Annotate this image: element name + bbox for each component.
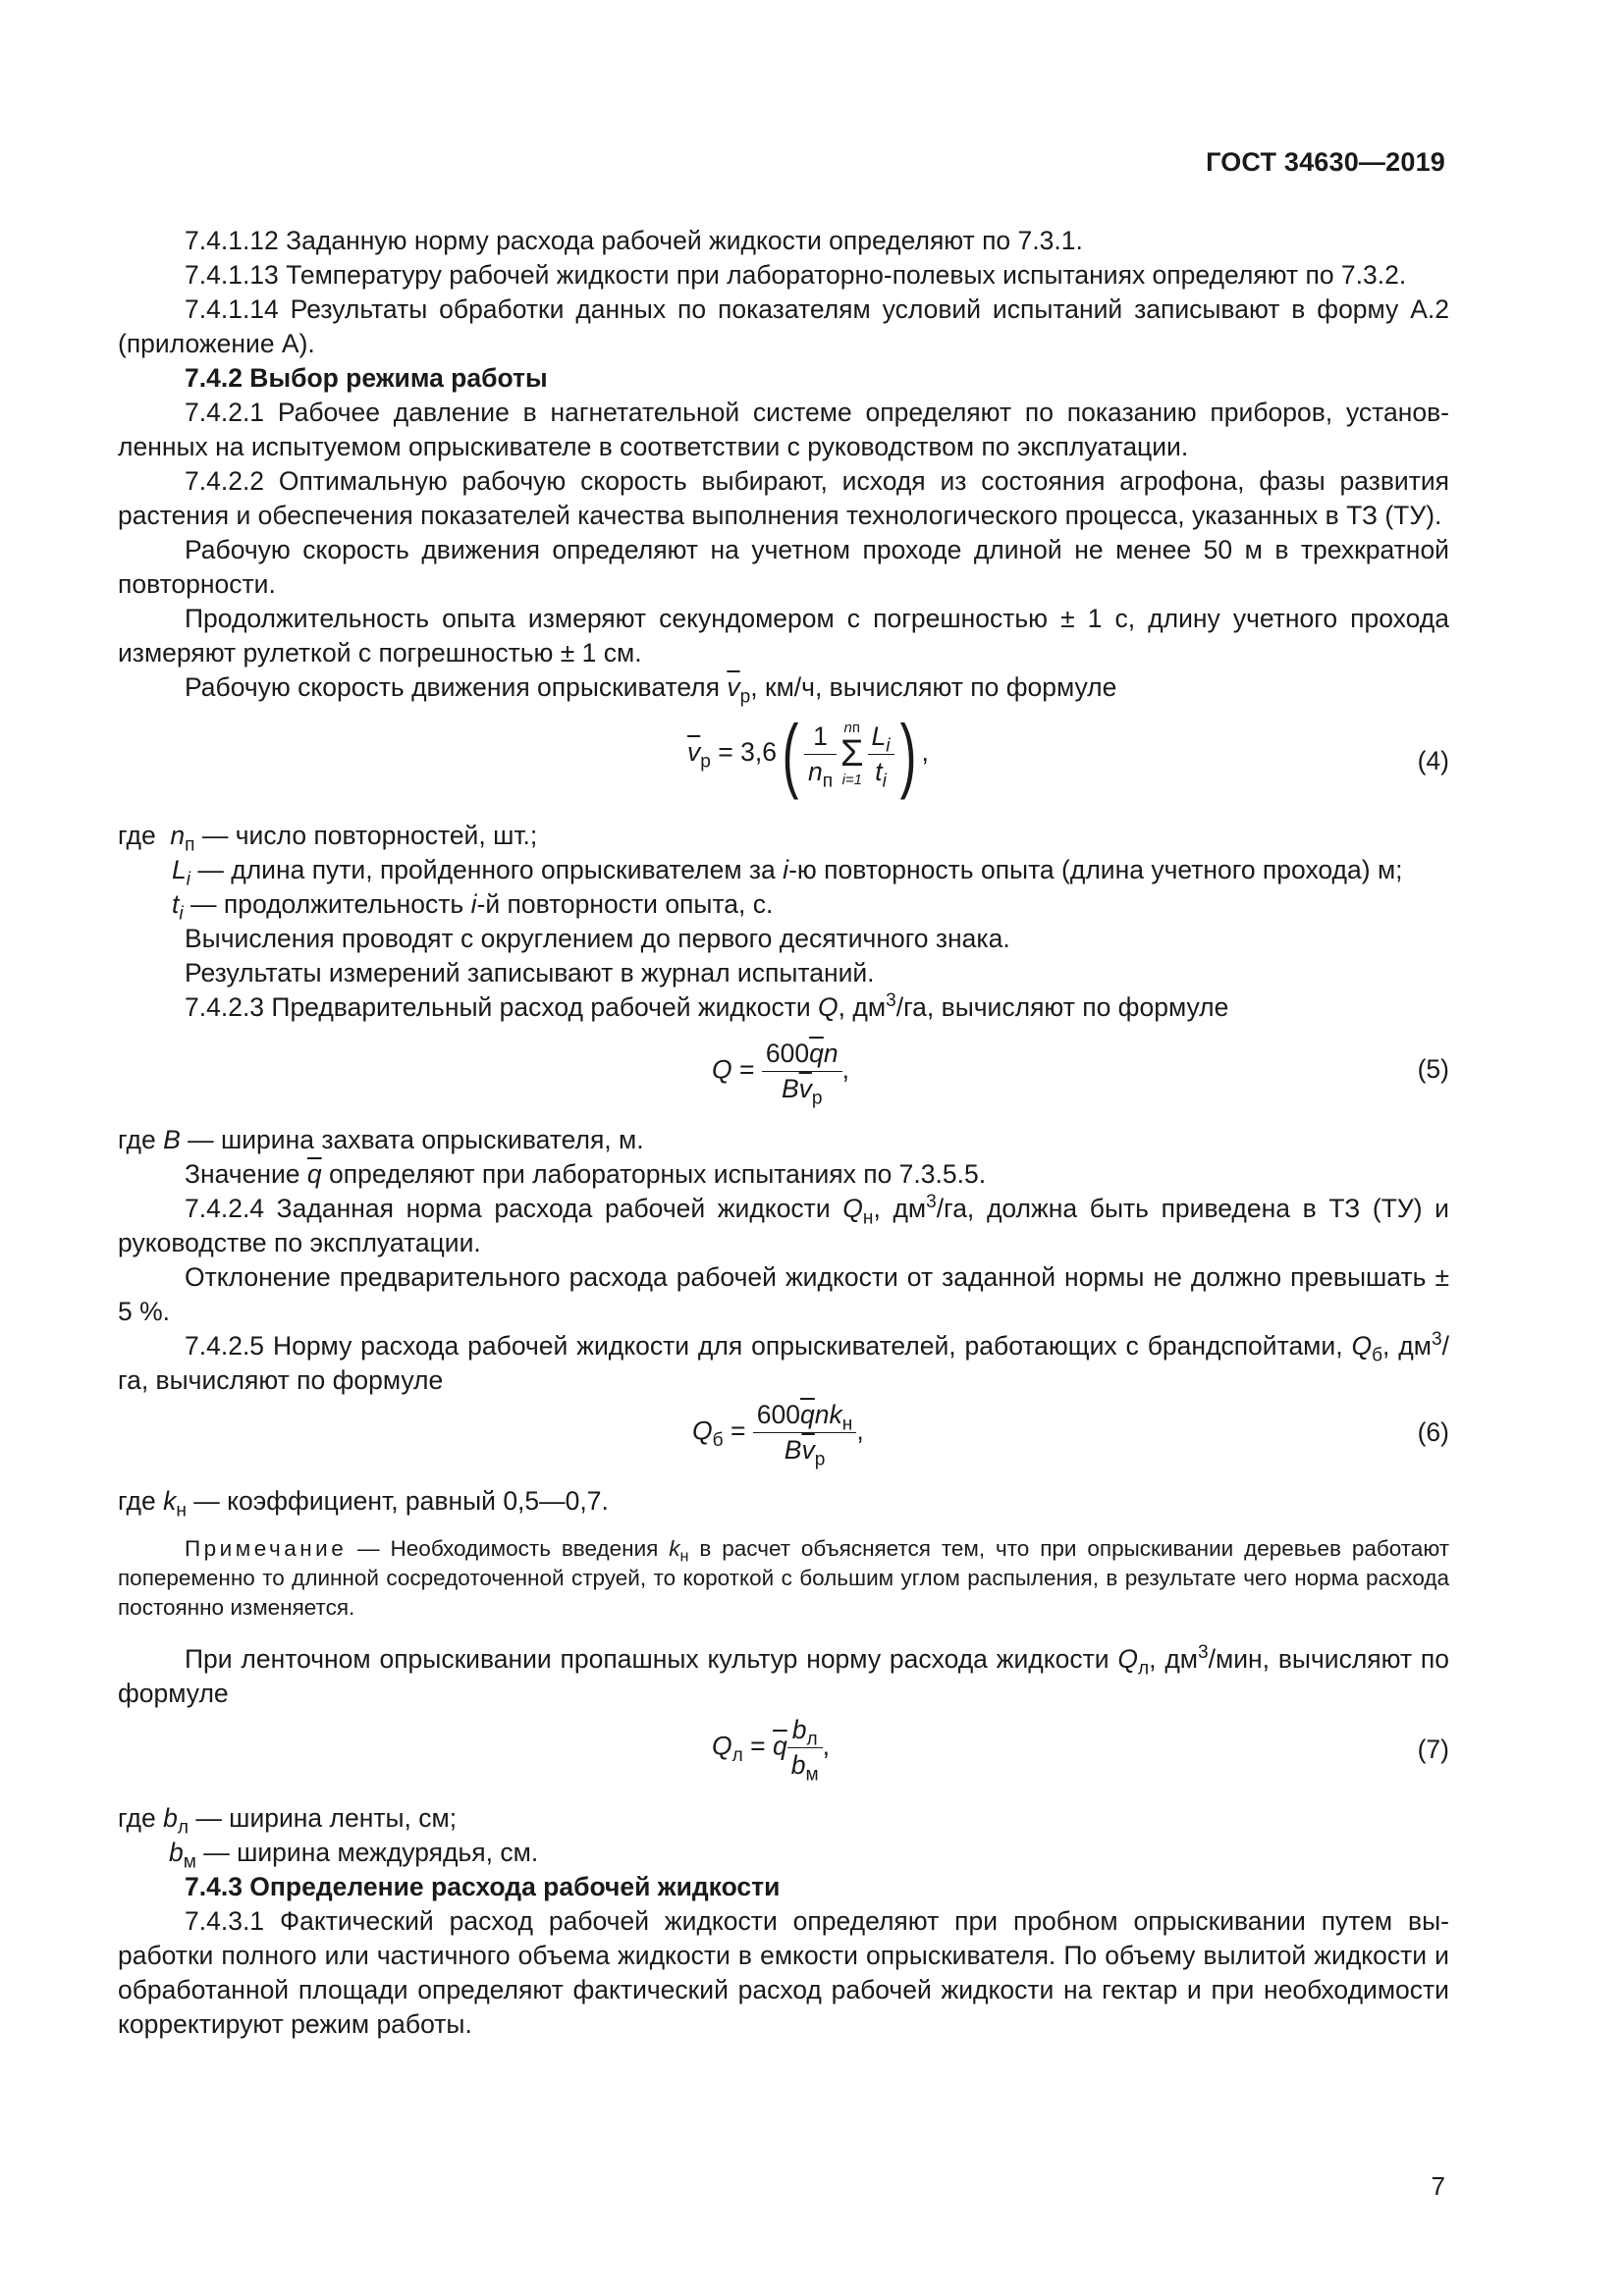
- text: — ширина ленты, см;: [188, 1803, 458, 1833]
- formula-expression: [712, 1713, 830, 1786]
- text: определяют при лабораторных испытаниях по 7.3.5.5.: [329, 1159, 987, 1189]
- math-subscript: р: [739, 686, 751, 708]
- paragraph: Отклонение предварительного расхода рабочей жидкости от заданной нормы не должно превышать ± 5 %.: [118, 1262, 1449, 1326]
- formula-expression: [687, 708, 929, 800]
- math-symbol: Q: [1117, 1644, 1139, 1674]
- math-number: 600: [765, 1039, 810, 1068]
- math-symbol: t: [875, 756, 883, 786]
- formula-number: (6): [1417, 1417, 1449, 1447]
- paragraph: Результаты измерений записывают в журнал испытаний.: [185, 958, 875, 988]
- math-operator: =: [739, 1054, 755, 1085]
- text: — Необходимость введения: [347, 1536, 670, 1561]
- text: /га, вычисляют по формуле: [118, 1331, 1449, 1395]
- math-symbol: L: [172, 855, 187, 884]
- math-symbol: $\overline{v}$: [801, 1435, 815, 1465]
- note-label: Примечание: [185, 1536, 348, 1561]
- text: 7.4.2.3 Предварительный расход рабочей жидкости: [185, 992, 819, 1022]
- paragraph: Рабочую скорость движения определяют на учетном проходе длиной не менее 50 м в трехкратной повторности.: [118, 535, 1449, 599]
- math-symbol: n: [807, 756, 823, 786]
- math-subscript: б: [712, 1429, 724, 1451]
- text: При ленточном опрыскивании пропашных культур норму расхода жидкости: [185, 1644, 1118, 1674]
- text: где: [118, 1125, 156, 1154]
- text: — длина пути, пройденного опрыскивателем за: [190, 855, 784, 884]
- math-operator: =: [730, 1415, 746, 1446]
- fraction: [787, 1713, 823, 1786]
- math-symbol: k: [163, 1486, 177, 1516]
- formula-6: [118, 1398, 1449, 1476]
- text: , км/ч, вычисляют по формуле: [750, 672, 1117, 702]
- text: — продолжительность: [183, 889, 471, 919]
- math-subscript: i: [186, 869, 190, 890]
- text: , дм: [838, 992, 887, 1022]
- text: — число повторностей, шт.;: [194, 821, 538, 850]
- math-subscript: б: [1372, 1345, 1383, 1366]
- paragraph: 7.4.2.1 Рабочее давление в нагнетательной системе определяют по показанию приборов, установленных на испытуемом опрыскивателе в соответствии с руководством по эксплуатации.: [118, 398, 1449, 461]
- page-number: 7: [1431, 2171, 1445, 2201]
- math-operator: =: [718, 737, 733, 767]
- math-symbol: n: [823, 1039, 839, 1068]
- numerator: [753, 1398, 857, 1433]
- text: /га, должна быть приведена в ТЗ (ТУ) и руководстве по эксплуатации.: [118, 1194, 1449, 1257]
- standard-code: ГОСТ 34630—2019: [1206, 147, 1445, 177]
- math-superscript: 3: [926, 1192, 937, 1213]
- math-symbol: b: [790, 1750, 806, 1780]
- math-punctuation: ,: [841, 1054, 849, 1085]
- denominator: [804, 755, 837, 789]
- math-subscript: п: [851, 720, 861, 736]
- formula-7: [118, 1711, 1449, 1793]
- math-symbol: B: [781, 1074, 799, 1103]
- math-punctuation: ,: [856, 1415, 864, 1446]
- text: /га, вычисляют по формуле: [895, 992, 1229, 1022]
- section-heading: 7.4.3 Определение расхода рабочей жидкости: [185, 1872, 781, 1901]
- math-symbol: $\overline{q}$: [773, 1731, 787, 1761]
- math-subscript: м: [183, 1851, 196, 1873]
- note: [118, 1534, 1449, 1623]
- numerator: [868, 720, 894, 755]
- math-symbol: $\overline{v}$: [687, 737, 701, 767]
- section-heading: 7.4.2 Выбор режима работы: [185, 363, 548, 393]
- where-line: [118, 819, 1449, 856]
- math-symbol: B: [784, 1435, 802, 1465]
- math-symbol: b: [169, 1838, 184, 1867]
- text: где: [118, 1486, 156, 1516]
- math-symbol: k: [669, 1536, 680, 1561]
- math-symbol: Q: [692, 1415, 713, 1446]
- fraction: [804, 720, 837, 789]
- math-subscript: л: [177, 1817, 189, 1839]
- text: где: [118, 1803, 156, 1833]
- right-paren-icon: ): [899, 708, 916, 800]
- denominator: [753, 1433, 857, 1468]
- paragraph: Продолжительность опыта измеряют секундомером с погрешностью ± 1 с, длину учетного прохода измеряют рулеткой с погрешностью ± 1 см.: [118, 604, 1449, 667]
- paragraph: [118, 1642, 1449, 1711]
- math-symbol: $\overline{v}$: [727, 672, 740, 702]
- formula-expression: [712, 1037, 849, 1109]
- math-symbol: t: [172, 889, 180, 919]
- math-subscript: р: [700, 751, 711, 773]
- math-subscript: н: [176, 1500, 187, 1522]
- where-line: [118, 887, 1449, 925]
- text: — коэффициент, равный 0,5—0,7.: [186, 1486, 609, 1516]
- math-superscript: 3: [1198, 1642, 1209, 1664]
- fraction: [868, 720, 894, 789]
- sum-icon: nп Σ i=1: [840, 720, 864, 788]
- paragraph: [118, 670, 1449, 708]
- paragraph: 7.4.1.14 Результаты обработки данных по показателям условий испытаний записывают в форму А.2 (приложение А).: [118, 294, 1449, 358]
- paragraph: [118, 1157, 1449, 1192]
- math-subscript: л: [806, 1729, 818, 1750]
- text: -й повторности опыта, с.: [476, 889, 774, 919]
- paragraph: 7.4.3.1 Фактический расход рабочей жидкости определяют при пробном опрыскивании путем выработки полного или частичного объема жидкости в емкости опрыскивателя. По объему вылитой жидкости и обработанной площади определяют фактический расход рабочей жидкости на гектар и при необходимости корректируют режим работы.: [118, 1906, 1449, 2039]
- formula-number: (5): [1417, 1054, 1449, 1084]
- math-punctuation: ,: [921, 737, 929, 767]
- math-subscript: л: [731, 1744, 743, 1766]
- math-subscript: р: [814, 1449, 826, 1470]
- formula-4: [118, 708, 1449, 811]
- math-superscript: 3: [886, 990, 896, 1012]
- where-line: [118, 1836, 1449, 1873]
- text: в расчет объясняется тем, что при опрыскивании деревьев работают попеременно то длинной сосредоточенной струей, то короткой с большим углом распыления, в результате чего норма расхода постоянно изменяется.: [118, 1536, 1450, 1620]
- math-punctuation: ,: [822, 1731, 830, 1761]
- math-subscript: н: [679, 1547, 689, 1566]
- math-symbol: Q: [712, 1731, 732, 1761]
- math-symbol: B: [163, 1125, 181, 1154]
- math-subscript: н: [862, 1207, 874, 1229]
- formula-5: [118, 1033, 1449, 1115]
- math-number: 600: [756, 1400, 801, 1429]
- where-line: [118, 1484, 1449, 1522]
- text: 7.4.2.4 Заданная норма расхода рабочей жидкости: [185, 1194, 843, 1223]
- document-body: [118, 224, 1449, 2042]
- denominator: [762, 1072, 842, 1109]
- math-symbol: Q: [1351, 1331, 1373, 1361]
- formula-expression: [692, 1398, 864, 1468]
- text: Значение: [185, 1159, 307, 1189]
- math-symbol: n: [843, 720, 852, 736]
- left-paren-icon: (: [782, 708, 799, 800]
- math-symbol: $\overline{q}$: [306, 1159, 322, 1189]
- text: , дм: [1149, 1644, 1199, 1674]
- paragraph: 7.4.2.2 Оптимальную рабочую скорость выбирают, исходя из состояния агрофона, фазы развития растения и обеспечения показателей качества выполнения технологического процесса, указанных в ТЗ (ТУ).: [118, 466, 1449, 530]
- where-line: [118, 853, 1449, 890]
- math-superscript: 3: [1431, 1329, 1442, 1351]
- math-symbol: i: [783, 855, 789, 884]
- formula-number: (4): [1417, 746, 1449, 775]
- math-operator: =: [750, 1731, 766, 1761]
- where-line: [118, 1123, 1449, 1157]
- math-symbol: $\overline{q}$: [800, 1400, 815, 1429]
- math-symbol: i: [470, 889, 477, 919]
- paragraph: [118, 1329, 1449, 1398]
- math-symbol: L: [871, 721, 887, 751]
- math-symbol: n: [170, 821, 186, 850]
- text: -ю повторность опыта (длина учетного прохода) м;: [788, 855, 1403, 884]
- paragraph: [118, 990, 1449, 1025]
- text: — ширина захвата опрыскивателя, м.: [180, 1125, 644, 1154]
- math-symbol: k: [829, 1400, 842, 1429]
- denominator: [868, 755, 894, 789]
- math-subscript: i: [886, 734, 891, 756]
- text: , дм: [873, 1194, 927, 1223]
- math-index: i=1: [841, 772, 862, 788]
- text: где: [118, 821, 156, 850]
- math-symbol: n: [814, 1400, 830, 1429]
- math-symbol: $\overline{v}$: [798, 1074, 812, 1103]
- paragraph: 7.4.1.12 Заданную норму расхода рабочей жидкости определяют по 7.3.1.: [185, 226, 1083, 255]
- fraction: [762, 1037, 842, 1109]
- where-line: [118, 1801, 1449, 1839]
- math-subscript: п: [185, 834, 195, 856]
- math-subscript: i: [179, 903, 184, 925]
- math-symbol: b: [163, 1803, 178, 1833]
- math-subscript: н: [841, 1414, 853, 1435]
- numerator: 1: [804, 720, 837, 755]
- text: — ширина междурядья, см.: [195, 1838, 539, 1867]
- math-subscript: л: [1138, 1658, 1150, 1680]
- paragraph: Вычисления проводят с округлением до первого десятичного знака.: [185, 924, 1010, 953]
- math-symbol: $\overline{q}$: [809, 1039, 824, 1068]
- math-subscript: м: [805, 1764, 819, 1786]
- formula-number: (7): [1417, 1735, 1449, 1764]
- math-symbol: Q: [712, 1054, 732, 1085]
- math-symbol: Q: [818, 992, 839, 1022]
- paragraph: 7.4.1.13 Температуру рабочей жидкости при лабораторно-полевых испытаниях определяют по 7.3.2.: [185, 260, 1407, 290]
- math-number: 3,6: [740, 737, 777, 767]
- math-subscript: п: [822, 770, 834, 791]
- text: 7.4.2.5 Норму расхода рабочей жидкости для опрыскивателей, работающих с брандспойтами,: [185, 1331, 1352, 1361]
- math-subscript: i: [882, 770, 887, 791]
- text: /мин, вычисляют по формуле: [118, 1644, 1449, 1708]
- text: , дм: [1382, 1331, 1432, 1361]
- paragraph: [118, 1192, 1449, 1260]
- numerator: [787, 1713, 823, 1748]
- numerator: [762, 1037, 842, 1072]
- text: Рабочую скорость движения опрыскивателя: [185, 672, 720, 702]
- math-symbol: Q: [842, 1194, 863, 1223]
- denominator: [787, 1748, 823, 1786]
- fraction: [753, 1398, 857, 1468]
- math-subscript: р: [811, 1088, 823, 1109]
- math-symbol: b: [791, 1715, 807, 1744]
